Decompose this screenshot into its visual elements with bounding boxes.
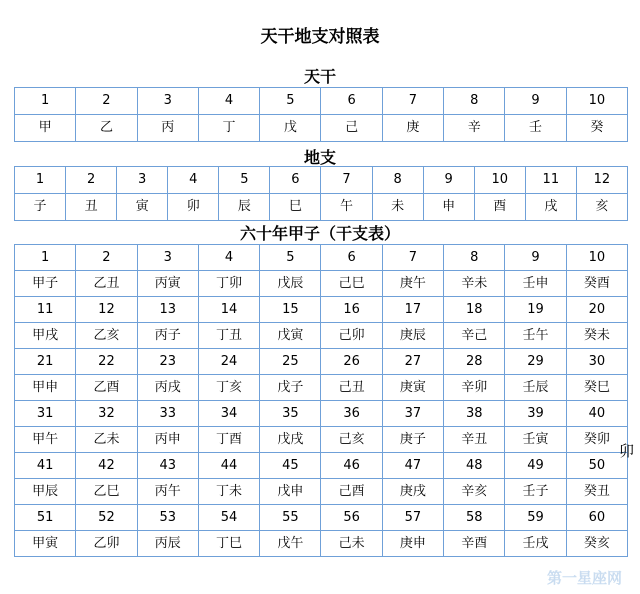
jiazi-number-cell: 60: [566, 505, 627, 531]
dizhi-number-cell: 1: [15, 167, 66, 194]
jiazi-name-row: [15, 271, 628, 297]
jiazi-number-cell: 50: [566, 453, 627, 479]
jiazi-number-cell: 33: [137, 401, 198, 427]
jiazi-name-cell: 乙巳: [76, 479, 137, 505]
jiazi-name-cell: 丁卯: [198, 271, 259, 297]
tiangan-char-cell: 乙: [76, 115, 137, 142]
tiangan-char-cell: 辛: [444, 115, 505, 142]
tiangan-char-cell: 己: [321, 115, 382, 142]
jiazi-name-cell: 甲辰: [15, 479, 76, 505]
dizhi-number-cell: 12: [576, 167, 627, 194]
jiazi-number-row: [15, 245, 628, 271]
tiangan-number-cell: 7: [382, 88, 443, 115]
jiazi-number-cell: 9: [505, 245, 566, 271]
jiazi-number-cell: 46: [321, 453, 382, 479]
dizhi-number-cell: 6: [270, 167, 321, 194]
dizhi-char-cell: 酉: [474, 194, 525, 221]
jiazi-number-cell: 26: [321, 349, 382, 375]
dizhi-char-cell: 卯: [168, 194, 219, 221]
jiazi-name-cell: 壬午: [505, 323, 566, 349]
dizhi-heading: 地支: [303, 148, 336, 167]
dizhi-number-cell: 7: [321, 167, 372, 194]
watermark: 第一星座网: [546, 569, 622, 587]
dizhi-char-row: [15, 194, 628, 221]
jiazi-number-cell: 18: [444, 297, 505, 323]
jiazi-number-cell: 1: [15, 245, 76, 271]
jiazi-name-cell: 壬寅: [505, 427, 566, 453]
jiazi-number-cell: 27: [382, 349, 443, 375]
dizhi-char-cell: 子: [15, 194, 66, 221]
dizhi-char-cell: 丑: [66, 194, 117, 221]
tiangan-heading: 天干: [303, 67, 336, 86]
jiazi-name-cell: 丁巳: [198, 531, 259, 557]
jiazi-number-cell: 3: [137, 245, 198, 271]
jiazi-name-cell: 庚辰: [382, 323, 443, 349]
jiazi-number-cell: 4: [198, 245, 259, 271]
dizhi-char-cell: 未: [372, 194, 423, 221]
tiangan-number-row: [15, 88, 628, 115]
jiazi-number-cell: 32: [76, 401, 137, 427]
dizhi-char-cell: 亥: [576, 194, 627, 221]
jiazi-number-row: [15, 453, 628, 479]
dizhi-number-cell: 3: [117, 167, 168, 194]
jiazi-name-cell: 戊戌: [260, 427, 321, 453]
jiazi-number-cell: 30: [566, 349, 627, 375]
jiazi-number-cell: 43: [137, 453, 198, 479]
jiazi-number-cell: 2: [76, 245, 137, 271]
dizhi-char-cell: 寅: [117, 194, 168, 221]
jiazi-number-cell: 41: [15, 453, 76, 479]
tiangan-char-cell: 庚: [382, 115, 443, 142]
jiazi-number-cell: 15: [260, 297, 321, 323]
jiazi-number-cell: 31: [15, 401, 76, 427]
jiazi-name-cell: 乙酉: [76, 375, 137, 401]
jiazi-number-row: [15, 297, 628, 323]
stray-glyph: 卯: [618, 442, 634, 460]
dizhi-number-cell: 4: [168, 167, 219, 194]
page-title: 天干地支对照表: [260, 27, 380, 47]
tiangan-table: [14, 87, 628, 142]
jiazi-number-cell: 16: [321, 297, 382, 323]
jiazi-number-cell: 58: [444, 505, 505, 531]
jiazi-name-cell: 癸卯: [566, 427, 627, 453]
jiazi-number-row: [15, 349, 628, 375]
jiazi-name-cell: 己未: [321, 531, 382, 557]
tiangan-number-cell: 1: [15, 88, 76, 115]
jiazi-number-cell: 34: [198, 401, 259, 427]
dizhi-char-cell: 辰: [219, 194, 270, 221]
jiazi-number-cell: 53: [137, 505, 198, 531]
jiazi-number-cell: 48: [444, 453, 505, 479]
jiazi-name-cell: 庚午: [382, 271, 443, 297]
jiazi-number-cell: 55: [260, 505, 321, 531]
jiazi-name-cell: 戊申: [260, 479, 321, 505]
jiazi-name-row: [15, 323, 628, 349]
jiazi-name-cell: 丙戌: [137, 375, 198, 401]
jiazi-number-cell: 40: [566, 401, 627, 427]
jiazi-name-cell: 甲子: [15, 271, 76, 297]
jiazi-name-cell: 甲午: [15, 427, 76, 453]
jiazi-number-cell: 39: [505, 401, 566, 427]
dizhi-char-cell: 午: [321, 194, 372, 221]
tiangan-char-row: [15, 115, 628, 142]
jiazi-table: [14, 244, 628, 557]
jiazi-name-cell: 己巳: [321, 271, 382, 297]
jiazi-number-cell: 54: [198, 505, 259, 531]
jiazi-number-cell: 51: [15, 505, 76, 531]
jiazi-number-cell: 11: [15, 297, 76, 323]
jiazi-name-cell: 乙丑: [76, 271, 137, 297]
jiazi-name-cell: 辛亥: [444, 479, 505, 505]
jiazi-name-cell: 癸巳: [566, 375, 627, 401]
tiangan-char-cell: 戊: [260, 115, 321, 142]
jiazi-number-cell: 36: [321, 401, 382, 427]
tiangan-char-cell: 丙: [137, 115, 198, 142]
tiangan-number-cell: 10: [566, 88, 627, 115]
tiangan-number-cell: 3: [137, 88, 198, 115]
jiazi-name-row: [15, 375, 628, 401]
jiazi-name-cell: 辛未: [444, 271, 505, 297]
tiangan-number-cell: 2: [76, 88, 137, 115]
jiazi-number-cell: 56: [321, 505, 382, 531]
jiazi-number-cell: 35: [260, 401, 321, 427]
jiazi-number-cell: 17: [382, 297, 443, 323]
jiazi-name-cell: 壬子: [505, 479, 566, 505]
jiazi-number-cell: 20: [566, 297, 627, 323]
jiazi-name-cell: 辛己: [444, 323, 505, 349]
jiazi-name-cell: 戊寅: [260, 323, 321, 349]
jiazi-number-cell: 49: [505, 453, 566, 479]
jiazi-name-cell: 己酉: [321, 479, 382, 505]
jiazi-name-cell: 丙寅: [137, 271, 198, 297]
jiazi-number-cell: 13: [137, 297, 198, 323]
jiazi-number-cell: 21: [15, 349, 76, 375]
dizhi-number-cell: 2: [66, 167, 117, 194]
jiazi-name-cell: 戊子: [260, 375, 321, 401]
tiangan-char-cell: 丁: [198, 115, 259, 142]
dizhi-table: [14, 166, 628, 221]
dizhi-number-row: [15, 167, 628, 194]
jiazi-name-cell: 己亥: [321, 427, 382, 453]
dizhi-number-cell: 8: [372, 167, 423, 194]
jiazi-name-cell: 己丑: [321, 375, 382, 401]
jiazi-number-cell: 29: [505, 349, 566, 375]
jiazi-number-row: [15, 401, 628, 427]
jiazi-name-cell: 戊午: [260, 531, 321, 557]
jiazi-name-cell: 辛卯: [444, 375, 505, 401]
jiazi-number-cell: 37: [382, 401, 443, 427]
tiangan-number-cell: 6: [321, 88, 382, 115]
jiazi-number-cell: 59: [505, 505, 566, 531]
jiazi-name-cell: 壬辰: [505, 375, 566, 401]
jiazi-number-cell: 28: [444, 349, 505, 375]
jiazi-name-cell: 丁酉: [198, 427, 259, 453]
jiazi-name-cell: 乙卯: [76, 531, 137, 557]
jiazi-name-row: [15, 427, 628, 453]
jiazi-number-cell: 10: [566, 245, 627, 271]
jiazi-number-cell: 38: [444, 401, 505, 427]
jiazi-number-cell: 23: [137, 349, 198, 375]
jiazi-name-cell: 丙辰: [137, 531, 198, 557]
jiazi-number-cell: 19: [505, 297, 566, 323]
tiangan-char-cell: 癸: [566, 115, 627, 142]
jiazi-name-cell: 壬申: [505, 271, 566, 297]
jiazi-name-row: [15, 531, 628, 557]
jiazi-name-cell: 癸酉: [566, 271, 627, 297]
jiazi-number-cell: 24: [198, 349, 259, 375]
dizhi-char-cell: 巳: [270, 194, 321, 221]
jiazi-name-cell: 庚戌: [382, 479, 443, 505]
jiazi-number-cell: 22: [76, 349, 137, 375]
jiazi-number-cell: 6: [321, 245, 382, 271]
tiangan-number-cell: 4: [198, 88, 259, 115]
jiazi-name-cell: 庚申: [382, 531, 443, 557]
jiazi-name-cell: 乙亥: [76, 323, 137, 349]
jiazi-name-cell: 丁亥: [198, 375, 259, 401]
jiazi-name-cell: 乙未: [76, 427, 137, 453]
jiazi-name-cell: 己卯: [321, 323, 382, 349]
jiazi-name-cell: 庚寅: [382, 375, 443, 401]
jiazi-number-cell: 42: [76, 453, 137, 479]
jiazi-number-cell: 47: [382, 453, 443, 479]
jiazi-number-cell: 25: [260, 349, 321, 375]
jiazi-name-cell: 甲申: [15, 375, 76, 401]
jiazi-name-cell: 庚子: [382, 427, 443, 453]
jiazi-number-cell: 8: [444, 245, 505, 271]
jiazi-name-cell: 辛酉: [444, 531, 505, 557]
jiazi-number-cell: 5: [260, 245, 321, 271]
jiazi-name-cell: 辛丑: [444, 427, 505, 453]
jiazi-name-cell: 癸未: [566, 323, 627, 349]
jiazi-number-cell: 7: [382, 245, 443, 271]
tiangan-char-cell: 壬: [505, 115, 566, 142]
dizhi-char-cell: 申: [423, 194, 474, 221]
jiazi-number-cell: 45: [260, 453, 321, 479]
jiazi-name-cell: 戊辰: [260, 271, 321, 297]
dizhi-char-cell: 戌: [525, 194, 576, 221]
jiazi-number-cell: 57: [382, 505, 443, 531]
tiangan-char-cell: 甲: [15, 115, 76, 142]
dizhi-number-cell: 10: [474, 167, 525, 194]
dizhi-number-cell: 11: [525, 167, 576, 194]
jiazi-heading: 六十年甲子（干支表）: [239, 224, 400, 243]
tiangan-number-cell: 5: [260, 88, 321, 115]
jiazi-number-row: [15, 505, 628, 531]
jiazi-name-cell: 丁未: [198, 479, 259, 505]
jiazi-name-cell: 丙午: [137, 479, 198, 505]
jiazi-name-cell: 癸亥: [566, 531, 627, 557]
jiazi-number-cell: 52: [76, 505, 137, 531]
jiazi-name-cell: 甲寅: [15, 531, 76, 557]
dizhi-number-cell: 9: [423, 167, 474, 194]
tiangan-number-cell: 9: [505, 88, 566, 115]
jiazi-number-cell: 12: [76, 297, 137, 323]
jiazi-name-cell: 癸丑: [566, 479, 627, 505]
jiazi-name-cell: 丙子: [137, 323, 198, 349]
tiangan-number-cell: 8: [444, 88, 505, 115]
jiazi-name-cell: 丙申: [137, 427, 198, 453]
jiazi-name-row: [15, 479, 628, 505]
dizhi-number-cell: 5: [219, 167, 270, 194]
jiazi-name-cell: 甲戌: [15, 323, 76, 349]
jiazi-number-cell: 14: [198, 297, 259, 323]
jiazi-name-cell: 丁丑: [198, 323, 259, 349]
jiazi-number-cell: 44: [198, 453, 259, 479]
jiazi-name-cell: 壬戌: [505, 531, 566, 557]
